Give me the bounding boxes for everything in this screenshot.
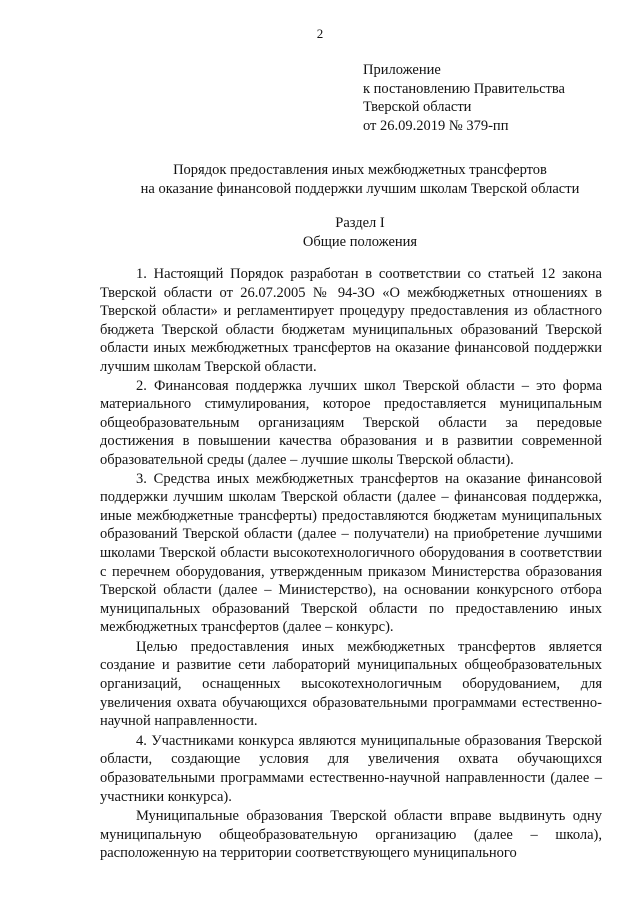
appendix-line-2: к постановлению Правительства (363, 80, 565, 97)
page-number: 2 (316, 26, 324, 41)
document-title (100, 161, 620, 198)
appendix-line-4: от 26.09.2019 № 379-пп (363, 117, 509, 134)
appendix-block (363, 61, 565, 135)
title-line-2: на оказание финансовой поддержки лучшим школам Тверской области (140, 180, 580, 197)
paragraph-4: Целью предоставления иных межбюджетных трансфертов является создание и развитие сети лабораторий муниципальных общеобразовательных организаций, оснащенных высокотехнологичным оборудованием, для увеличения охвата обучающихся образовательными программами естественно-научной направленности. (100, 638, 602, 730)
appendix-line-3: Тверской области (363, 99, 472, 115)
section-heading (100, 214, 620, 251)
paragraph-6: Муниципальные образования Тверской области вправе выдвинуть одну муниципальную общеобразовательную организацию (далее – школа), расположенную на территории соответствующего муниципального (100, 808, 602, 862)
title-line-1: Порядок предоставления иных межбюджетных трансфертов (173, 162, 547, 178)
appendix-line-1: Приложение (363, 62, 441, 78)
section-number: Раздел I (335, 215, 385, 231)
document-body (100, 265, 602, 863)
paragraph-5: 4. Участниками конкурса являются муниципальные образования Тверской области, создающие условия для увеличения охвата обучающихся образовательными программами естественно-научной направленности (далее – участники конкурса). (100, 732, 602, 805)
paragraph-1: 1. Настоящий Порядок разработан в соответствии со статьей 12 закона Тверской области от 26.07.2005 № 94-ЗО «О межбюджетных отношениях в Тверской области» и регламентирует процедуру предоставления из областного бюджета Тверской области бюджетам муниципальных образований Тверской области иных межбюджетных трансфертов на оказание финансовой поддержки лучшим школам Тверской области. (100, 266, 602, 375)
section-name: Общие положения (302, 233, 418, 250)
paragraph-2: 2. Финансовая поддержка лучших школ Тверской области – это форма материального стимулирования, которое предоставляется муниципальным общеобразовательным организациям Тверской области за передовые достижения в повышении качества образования и в развитии современной образовательной среды (далее – лучшие школы Тверской области). (100, 377, 602, 468)
paragraph-3: 3. Средства иных межбюджетных трансфертов на оказание финансовой поддержки лучшим школам Тверской области (далее – финансовая поддержка, иные межбюджетные трансферты) предоставляются бюджетам муниципальных образований Тверской области (далее – получатели) на приобретение лучшими школами Тверской области высокотехнологичного оборудования в соответствии с перечнем оборудования, утвержденным приказом Министерства образования Тверской области (далее – Министерство), на основании конкурсного отбора муниципальных образований Тверской области по предоставлению иных межбюджетных трансфертов (далее – конкурс). (100, 470, 602, 636)
